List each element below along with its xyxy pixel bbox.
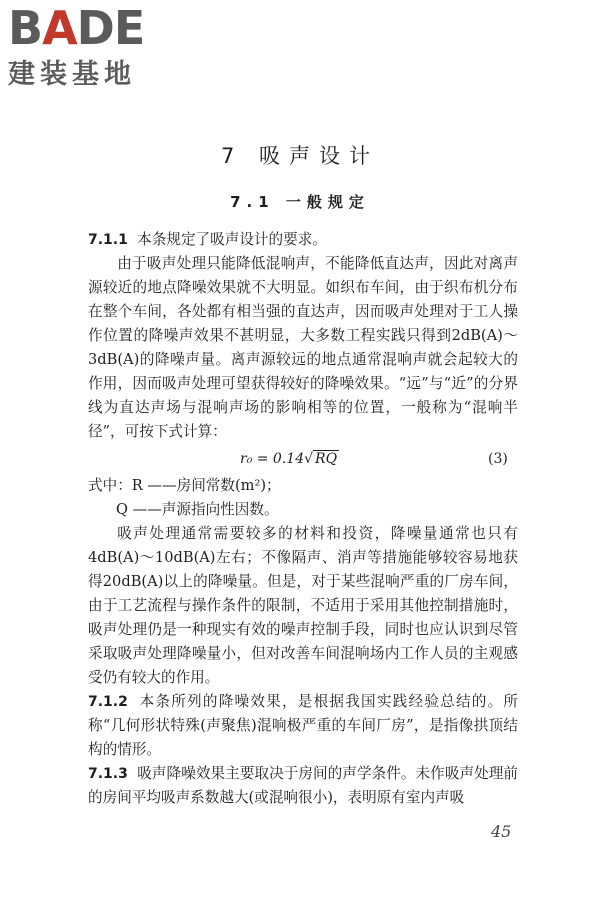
clause-7-1-2 <box>88 690 518 762</box>
clause-text: 本条所列的降噪效果，是根据我国实践经验总结的。所称“几何形状特殊(声聚焦)混响极严重的车间厂房”，是指像拱顶结构的情形。 <box>88 693 518 758</box>
reverberation-radius-formula: r₀ = 0.14√ RQ <box>240 451 338 467</box>
clause-7-1-3 <box>88 762 518 810</box>
bade-logo <box>8 1 178 90</box>
where-q-definition: Q ——声源指向性因数。 <box>116 501 279 518</box>
logo-subtitle: 建装基地 <box>8 59 136 90</box>
explanation-paragraph: 由于吸声处理只能降低混响声，不能降低直达声，因此对离声源较近的地点降噪效果就不大明显。如织布车间，由于织布机分布在整个车间，各处都有相当强的直达声，因而吸声处理对于工人操作位置的降噪声效果不甚明显，大多数工程实践只得到2dB(A)～3dB(A)的降噪声量。离声源较远的地点通常混响声就会起较大的作用，因而吸声处理可望获得较好的降噪效果。“远”与“近”的分界线为直达声场与混响声场的影响相等的位置，一般称为“混响半径”，可按下式计算： <box>88 255 518 440</box>
clause-number: 7.1.1 <box>88 232 128 248</box>
page-number: 45 <box>491 822 512 841</box>
clause-text: 本条规定了吸声设计的要求。 <box>137 231 327 248</box>
chapter-title: 7 吸声设计 <box>220 144 380 168</box>
clause-number: 7.1.2 <box>88 694 128 710</box>
equation-number: (3) <box>488 451 508 467</box>
clause-text: 吸声降噪效果主要取决于房间的声学条件。未作吸声处理前的房间平均吸声系数越大(或混响很小)，表明原有室内声吸 <box>88 765 518 806</box>
where-r-definition: 式中：R ——房间常数(m²)； <box>88 477 281 494</box>
absorption-paragraph: 吸声处理通常需要较多的材料和投资，降噪量通常也只有4dB(A)～10dB(A)左右；不像隔声、消声等措施能够较容易地获得20dB(A)以上的降噪量。但是，对于某些混响严重的厂房车间，由于工艺流程与操作条件的限制，不适用于采用其他控制措施时，吸声处理仍是一种现实有效的噪声控制手段，同时也应认识到尽管采取吸声处理降噪量小，但对改善车间混响场内工作人员的主观感受仍有较大的作用。 <box>88 525 518 686</box>
clause-7-1-1 <box>88 228 518 252</box>
section-title: 7.1 一般规定 <box>230 193 370 211</box>
logo-wordmark: BADE <box>8 1 145 55</box>
clause-number: 7.1.3 <box>88 766 128 782</box>
